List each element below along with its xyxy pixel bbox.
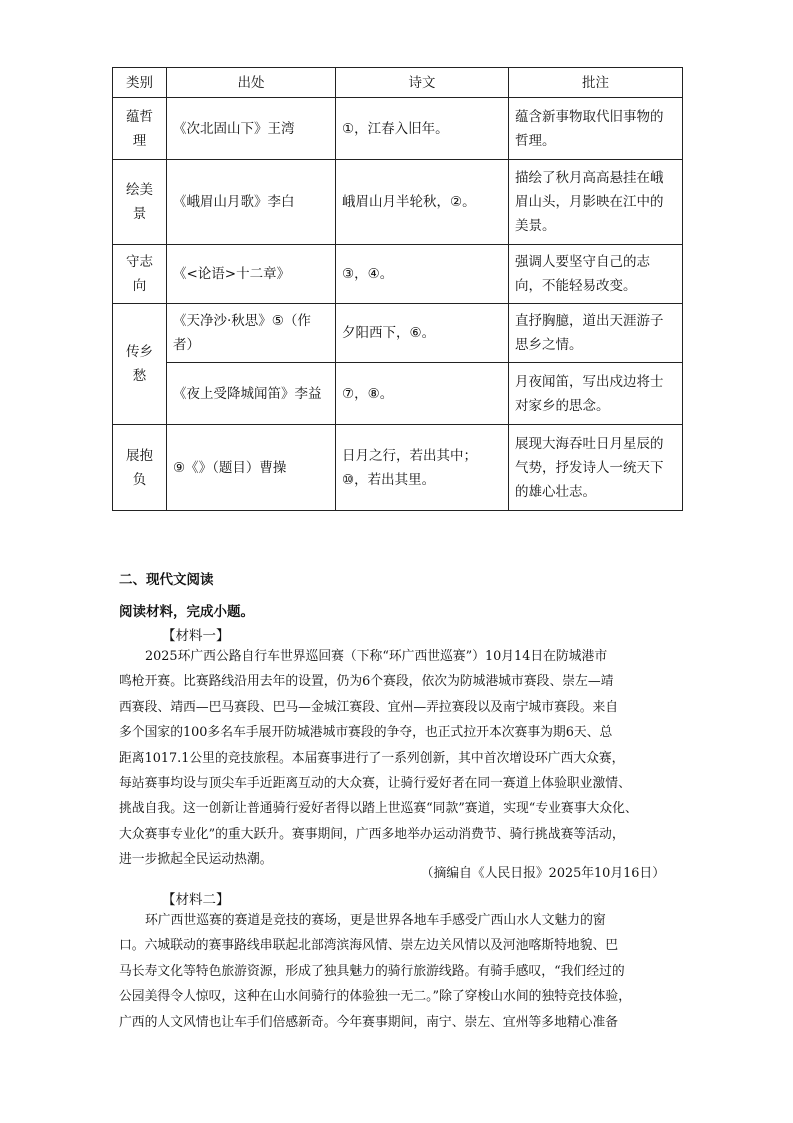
section-instruction: 阅读材料，完成小题。 bbox=[119, 604, 254, 620]
text-line: 鸣枪开赛。比赛路线沿用去年的设置，仍为6个赛段，依次为防城港城市赛段、崇左—靖 bbox=[119, 674, 614, 690]
header-poem: 诗文 bbox=[336, 68, 509, 98]
material1-text bbox=[119, 644, 664, 873]
category-cell: 守志 向 bbox=[113, 245, 167, 304]
source-cell: 《天净沙·秋思》⑤（作者） bbox=[167, 304, 336, 363]
text-line: 大众赛事专业化”的重大跃升。赛事期间，广西多地举办运动消费节、骑行挑战赛等活动， bbox=[119, 826, 625, 842]
category-cell: 展抱 负 bbox=[113, 425, 167, 511]
poem-cell: ③，④。 bbox=[336, 245, 509, 304]
poem-cell: ①，江春入旧年。 bbox=[336, 98, 509, 160]
text-line: 公园美得令人惊叹，这种在山水间骑行的体验独一无二。”除了穿梭山水间的独特竞技体验， bbox=[119, 989, 632, 1005]
material1-label: 【材料一】 bbox=[162, 628, 230, 644]
note-cell: 直抒胸臆，道出天涯游子思乡之情。 bbox=[509, 304, 683, 363]
source-cell: 《夜上受降城闻笛》李益 bbox=[167, 363, 336, 425]
source-cell: 《次北固山下》王湾 bbox=[167, 98, 336, 160]
material2-label: 【材料二】 bbox=[162, 892, 230, 908]
table-header-row bbox=[113, 68, 683, 98]
table-row bbox=[113, 425, 683, 511]
note-cell: 月夜闻笛，写出戍边将士对家乡的思念。 bbox=[509, 363, 683, 425]
table-row bbox=[113, 98, 683, 160]
table-row bbox=[113, 363, 683, 425]
text-line: 口。六城联动的赛事路线串联起北部湾滨海风情、崇左边关风情以及河池喀斯特地貌、巴 bbox=[119, 938, 619, 954]
text-line: 进一步掀起全民运动热潮。 bbox=[119, 852, 273, 868]
note-cell: 展现大海吞吐日月星辰的气势，抒发诗人一统天下的雄心壮志。 bbox=[509, 425, 683, 511]
text-line: 马长寿文化等特色旅游资源，形成了独具魅力的骑行旅游线路。有骑手感叹，“我们经过的 bbox=[119, 963, 625, 979]
text-line: 每站赛事均设与顶尖车手近距离互动的大众赛，让骑行爱好者在同一赛道上体验职业激情、 bbox=[119, 776, 631, 792]
text-line: 西赛段、靖西—巴马赛段、巴马—金城江赛段、宜州—弄拉赛段以及南宁城市赛段。来自 bbox=[119, 699, 619, 715]
source-cell: 《峨眉山月歌》李白 bbox=[167, 160, 336, 245]
note-cell: 蕴含新事物取代旧事物的哲理。 bbox=[509, 98, 683, 160]
material2-text bbox=[119, 908, 664, 1035]
note-cell: 描绘了秋月高高悬挂在峨眉山头，月影映在江中的美景。 bbox=[509, 160, 683, 245]
source-cell: ⑨《》（题目）曹操 bbox=[167, 425, 336, 511]
poem-cell: 峨眉山月半轮秋，②。 bbox=[336, 160, 509, 245]
text-line: 2025环广西公路自行车世界巡回赛（下称“环广西世巡赛”）10月14日在防城港市 bbox=[145, 649, 608, 664]
text-line: 多个国家的100多名车手展开防城港城市赛段的争夺，也正式拉开本次赛事为期6天、总 bbox=[119, 725, 613, 741]
section-title: 二、现代文阅读 bbox=[119, 572, 214, 588]
source-cell: 《<论语>十二章》 bbox=[167, 245, 336, 304]
category-cell: 传乡 愁 bbox=[113, 304, 167, 425]
header-category: 类别 bbox=[113, 68, 167, 98]
text-line: 距离1017.1公里的竞技旅程。本届赛事进行了一系列创新，其中首次增设环广西大众赛， bbox=[119, 750, 625, 766]
note-cell: 强调人要坚守自己的志向，不能轻易改变。 bbox=[509, 245, 683, 304]
text-line: 挑战自我。这一创新让普通骑行爱好者得以踏上世巡赛“同款”赛道，实现“专业赛事大众化、 bbox=[119, 801, 638, 817]
poem-cell: 日月之行，若出其中； ⑩，若出其里。 bbox=[336, 425, 509, 511]
text-line: 环广西世巡赛的赛道是竞技的赛场，更是世界各地车手感受广西山水人文魅力的窗 bbox=[145, 913, 606, 928]
header-note: 批注 bbox=[509, 68, 683, 98]
header-source: 出处 bbox=[167, 68, 336, 98]
category-cell: 蕴哲 理 bbox=[113, 98, 167, 160]
text-line: 广西的人文风情也让车手们倍感新奇。今年赛事期间，南宁、崇左、宜州等多地精心准备 bbox=[119, 1014, 619, 1030]
table-row bbox=[113, 304, 683, 363]
category-cell: 绘美 景 bbox=[113, 160, 167, 245]
table-row bbox=[113, 245, 683, 304]
poem-cell: 夕阳西下，⑥。 bbox=[336, 304, 509, 363]
table-row bbox=[113, 160, 683, 245]
material1-source: （摘编自《人民日报》2025年10月16日） bbox=[420, 866, 665, 881]
poem-table bbox=[112, 67, 683, 511]
poem-cell: ⑦，⑧。 bbox=[336, 363, 509, 425]
